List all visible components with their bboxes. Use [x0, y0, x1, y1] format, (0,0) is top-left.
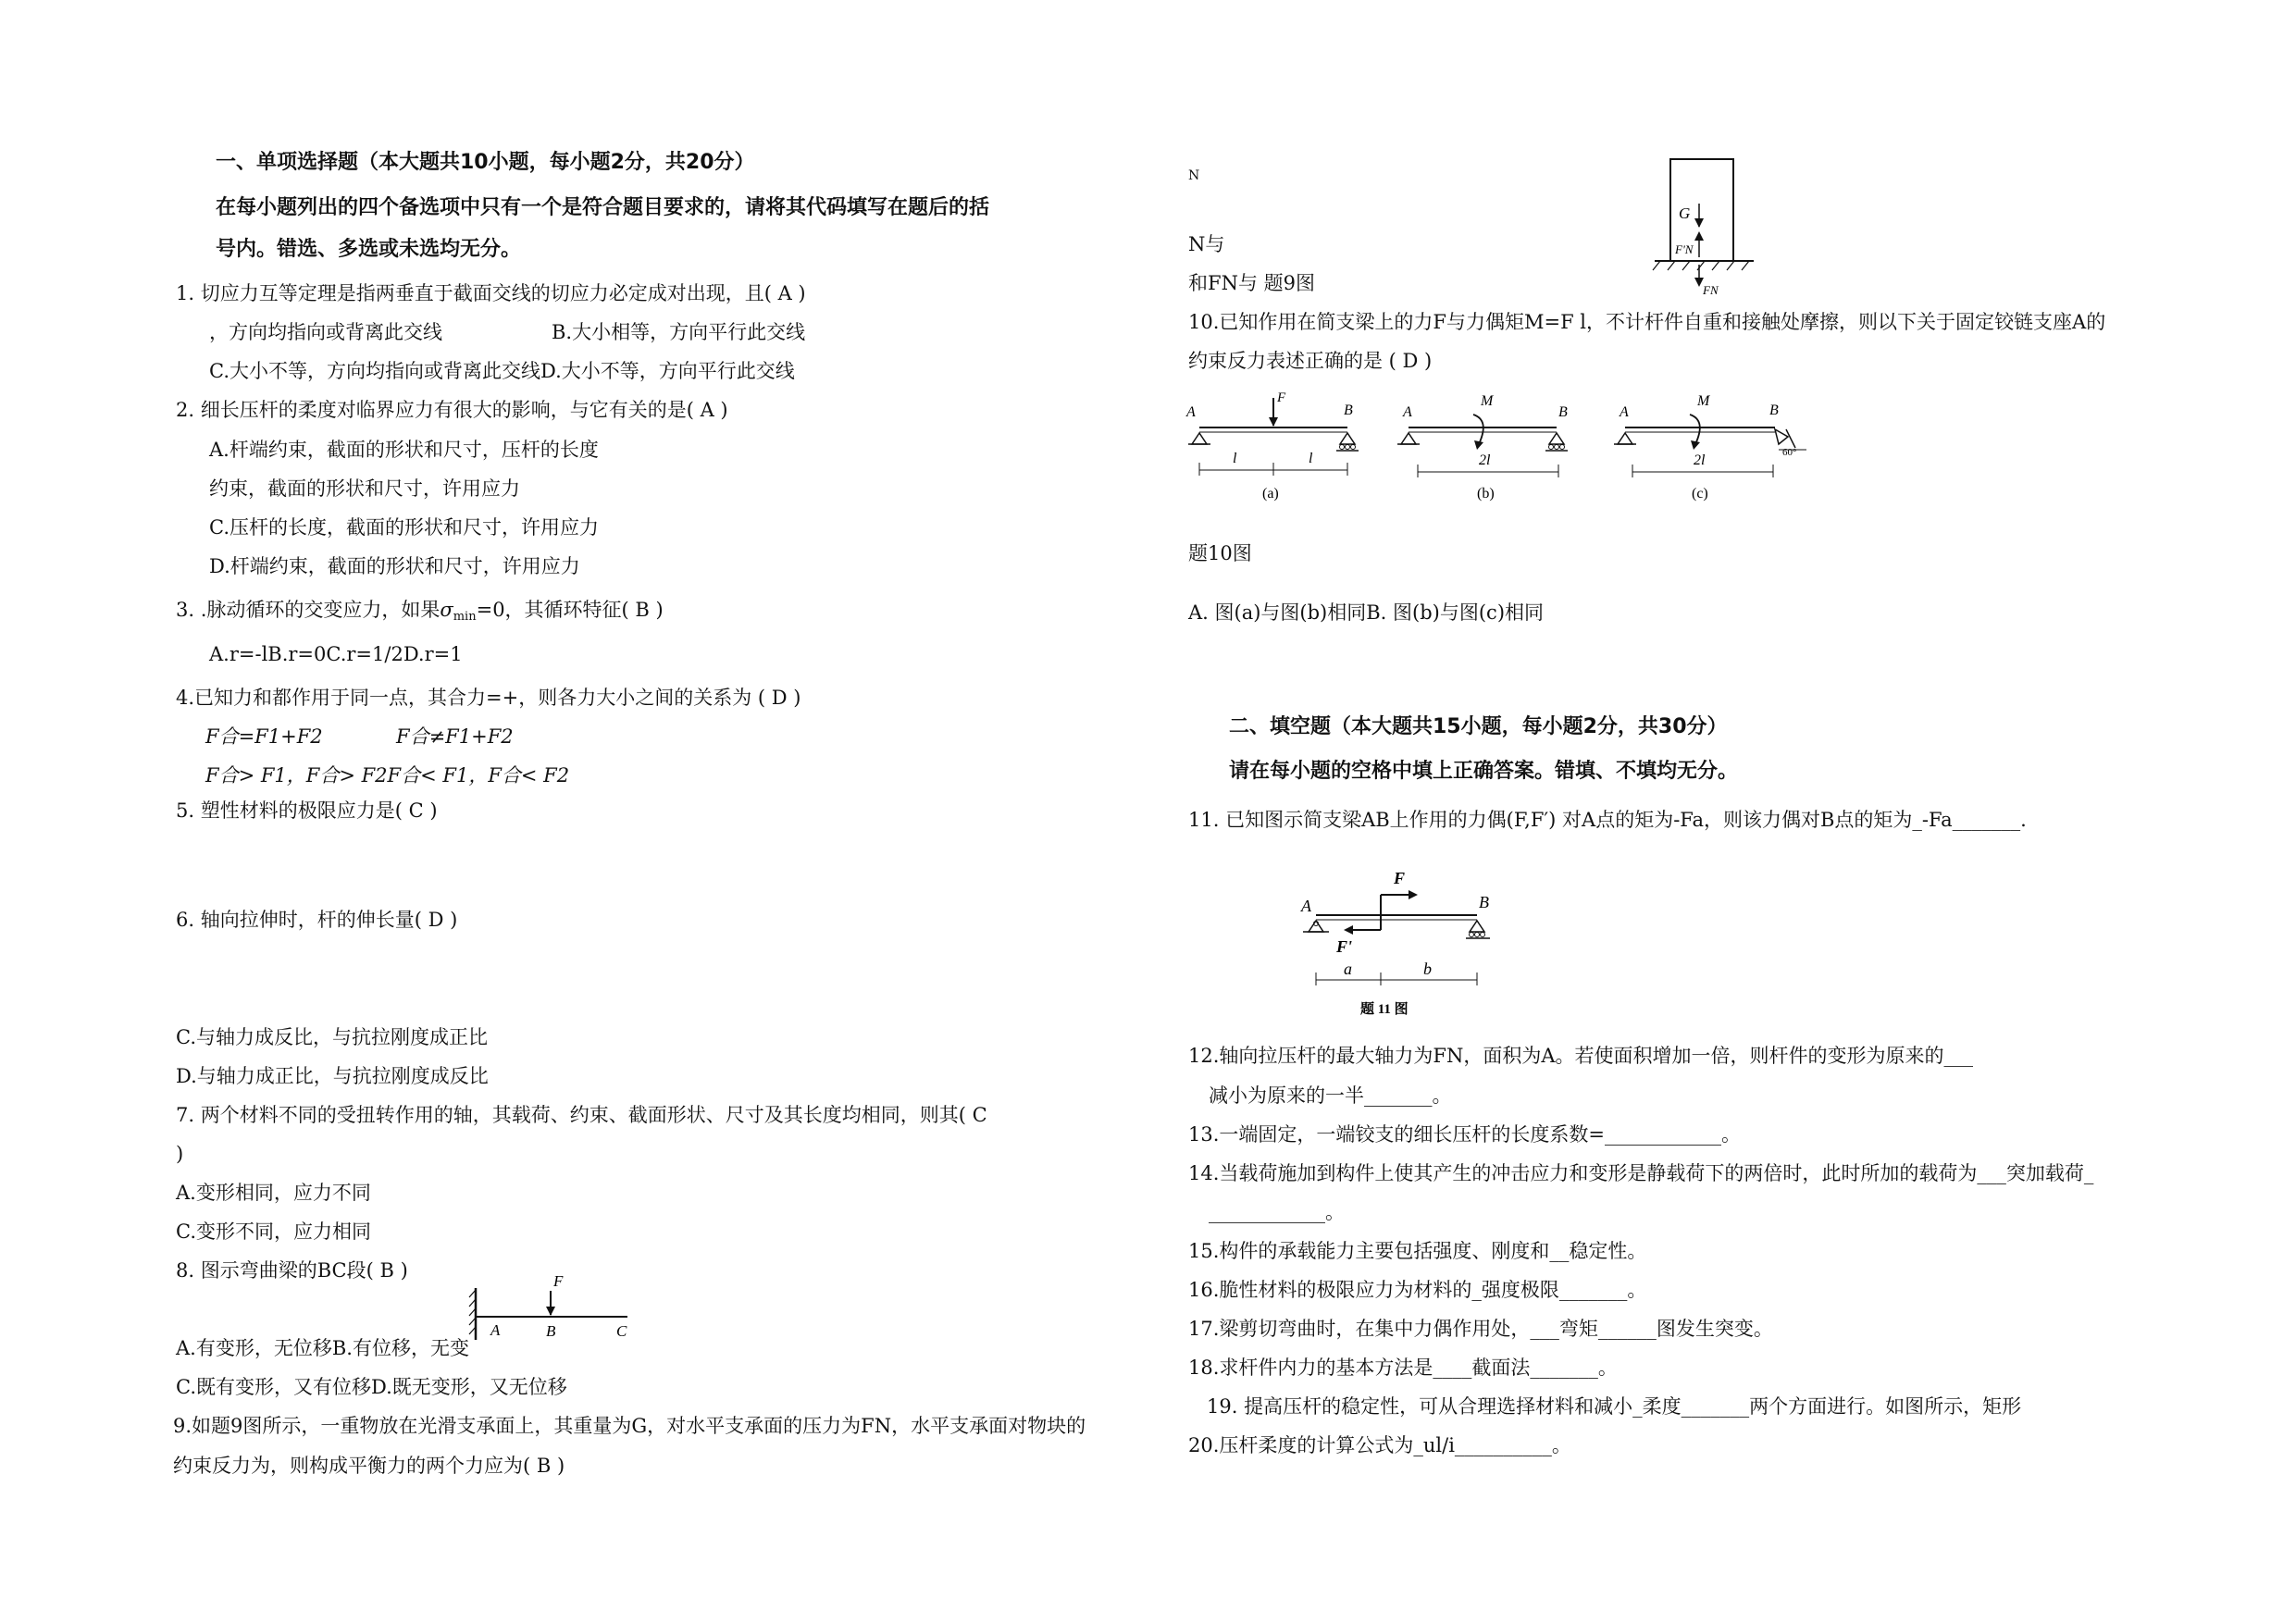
question-1: 1. 切应力互等定理是指两垂直于截面交线的切应力必定成对出现，且( A ) — [176, 282, 806, 304]
fig10b-label-b: B — [1558, 404, 1568, 420]
q3-text: 3. .脉动循环的交变应力，如果 — [176, 599, 441, 621]
fig10c-label-b: B — [1769, 403, 1779, 418]
figure-9-block — [1638, 157, 1777, 296]
q6-option-c: C.与轴力成反比，与抗拉刚度成正比 — [176, 1026, 488, 1048]
fig10a-label-l2: l — [1309, 451, 1313, 466]
fig11-label-b-dim: b — [1423, 960, 1432, 978]
question-18: 18.求杆件内力的基本方法是____截面法_______。 — [1188, 1357, 1618, 1379]
fig10a-label-f: F — [1277, 390, 1286, 405]
fig9-label-g: G — [1679, 204, 1691, 222]
fig11-label-f: F — [1394, 869, 1406, 887]
sigma-symbol: σ — [440, 599, 453, 621]
question-8: 8. 图示弯曲梁的BC段( B ) — [176, 1259, 408, 1282]
question-3 — [176, 597, 664, 630]
question-11: 11. 已知图示简支梁AB上作用的力偶(F,F′) 对A点的矩为-Fa，则该力偶对B点的矩为_-Fa_______. — [1188, 809, 2027, 831]
q2-option-b: 约束，截面的形状和尺寸，许用应力 — [209, 477, 520, 500]
q7-option-c: C.变形不同，应力相同 — [176, 1220, 371, 1243]
question-4: 4.已知力和都作用于同一点，其合力=+，则各力大小之间的关系为 ( D ) — [176, 687, 801, 709]
fig10c-label-angle: 60° — [1782, 447, 1797, 458]
question-9: 9.如题9图所示，一重物放在光滑支承面上，其重量为G，对水平支承面的压力为FN，水平支承面对物块的 — [173, 1415, 1086, 1437]
fig11-label-f-prime: F' — [1336, 937, 1353, 956]
fig10b-caption: (b) — [1477, 486, 1495, 502]
fig8-label-f: F — [553, 1272, 564, 1290]
question-6: 6. 轴向拉伸时，杆的伸长量( D ) — [176, 909, 458, 931]
question-17: 17.梁剪切弯曲时，在集中力偶作用处，___弯矩______图发生突变。 — [1188, 1318, 1773, 1340]
q4-option-a: F合=F1+F2 — [205, 725, 323, 748]
fig11-caption: 题 11 图 — [1360, 1002, 1409, 1017]
question-15: 15.构件的承载能力主要包括强度、刚度和__稳定性。 — [1188, 1240, 1647, 1262]
fig10a-caption: (a) — [1262, 486, 1279, 502]
fig11-label-b: B — [1479, 893, 1489, 911]
question-14-cont: ____________。 — [1209, 1201, 1345, 1223]
question-7-close: ) — [176, 1143, 184, 1165]
section2-title: 二、填空题（本大题共15小题，每小题2分，共30分） — [1229, 715, 1728, 738]
fig10-beam-c — [1614, 393, 1806, 502]
fig11-label-a-dim: a — [1344, 960, 1352, 978]
figure-10-caption: 题10图 — [1188, 542, 1252, 564]
fig10a-label-l1: l — [1233, 451, 1237, 466]
question-19: 19. 提高压杆的稳定性，可从合理选择材料和减小_柔度_______两个方面进行。如图所示，矩形 — [1207, 1395, 2022, 1418]
question-7: 7. 两个材料不同的受扭转作用的轴，其载荷、约束、截面形状、尺寸及其长度均相同，则其( C — [176, 1104, 987, 1126]
section2-instructions: 请在每小题的空格中填上正确答案。错填、不填均无分。 — [1229, 760, 1739, 783]
fig10b-label-2l: 2l — [1479, 452, 1491, 468]
q1-option-b: B.大小相等，方向平行此交线 — [552, 321, 806, 343]
fig8-label-b: B — [546, 1322, 556, 1340]
section1-instructions: 在每小题列出的四个备选项中只有一个是符合题目要求的，请将其代码填写在题后的括 — [216, 196, 990, 219]
fig10c-caption: (c) — [1692, 486, 1708, 502]
fig10b-label-m: M — [1481, 393, 1494, 409]
q7-option-a: A.变形相同，应力不同 — [176, 1182, 371, 1204]
q2-option-a: A.杆端约束，截面的形状和尺寸，压杆的长度 — [209, 439, 599, 461]
fig8-label-c: C — [616, 1322, 627, 1340]
fig10-beam-b — [1397, 393, 1568, 502]
question-2: 2. 细长压杆的柔度对临界应力有很大的影响，与它有关的是( A ) — [176, 399, 728, 421]
q2-option-d: D.杆端约束，截面的形状和尺寸，许用应力 — [209, 555, 580, 577]
q8-options-ab: A.有变形，无位移B.有位移，无变 — [176, 1337, 469, 1359]
question-10-cont: 约束反力表述正确的是 ( D ) — [1188, 350, 1433, 372]
fig10c-label-2l: 2l — [1694, 452, 1706, 468]
fig10a-label-b: B — [1344, 403, 1353, 418]
question-20: 20.压杆柔度的计算公式为_ul/i__________。 — [1188, 1434, 1571, 1456]
fig9-label-fn-prime: F'N — [1675, 242, 1694, 256]
question-14: 14.当载荷施加到构件上使其产生的冲击应力和变形是静载荷下的两倍时，此时所加的载荷为___突加载荷_ — [1188, 1162, 2094, 1184]
section1-instructions-cont: 号内。错选、多选或未选均无分。 — [216, 238, 522, 261]
question-12-cont: 减小为原来的一半_______。 — [1209, 1084, 1452, 1107]
section1-title: 一、单项选择题（本大题共10小题，每小题2分，共20分） — [216, 151, 755, 174]
q10-options: A. 图(a)与图(b)相同B. 图(b)与图(c)相同 — [1188, 601, 1545, 624]
fragment-n: N — [1188, 168, 1200, 183]
fig9-label-fn: FN — [1703, 283, 1719, 297]
figure-11-beam — [1296, 856, 1536, 1022]
figure-8-beam — [463, 1272, 639, 1340]
q2-option-c: C.压杆的长度，截面的形状和尺寸，许用应力 — [209, 516, 599, 539]
fig10c-label-a: A — [1620, 404, 1629, 420]
q1-option-a: ，方向均指向或背离此交线 — [209, 321, 442, 343]
sigma-subscript: min — [453, 610, 477, 624]
fig10-beam-a — [1185, 390, 1359, 502]
fig10c-label-m: M — [1697, 393, 1710, 409]
q3-options: A.r=-lB.r=0C.r=1/2D.r=1 — [209, 643, 463, 665]
question-16: 16.脆性材料的极限应力为材料的_强度极限_______。 — [1188, 1279, 1647, 1301]
question-10: 10.已知作用在简支梁上的力F与力偶矩M=F l，不计杆件自重和接触处摩擦，则以下关于固定铰链支座A的 — [1188, 311, 2106, 333]
question-9-cont: 约束反力为，则构成平衡力的两个力应为( B ) — [173, 1455, 565, 1477]
q8-options-cd: C.既有变形，又有位移D.既无变形，又无位移 — [176, 1376, 567, 1398]
q4-option-b: F合≠F1+F2 — [396, 725, 514, 748]
question-12: 12.轴向拉压杆的最大轴力为FN，面积为A。若使面积增加一倍，则杆件的变形为原来的___ — [1188, 1045, 1974, 1067]
fig8-label-a: A — [490, 1321, 501, 1339]
q4-options-cd: F合> F1，F合> F2F合< F1，F合< F2 — [205, 764, 570, 787]
question-5: 5. 塑性材料的极限应力是( C ) — [176, 799, 438, 822]
q1-options-cd: C.大小不等，方向均指向或背离此交线D.大小不等，方向平行此交线 — [209, 360, 795, 382]
fragment-n-with: N与 — [1188, 233, 1225, 255]
question-13: 13.一端固定，一端铰支的细长压杆的长度系数=____________。 — [1188, 1123, 1741, 1146]
fig10b-label-a: A — [1403, 404, 1412, 420]
fig10a-label-a: A — [1186, 404, 1196, 420]
figure-10-beams — [1185, 389, 1814, 518]
fragment-fn-fig9: 和FN与 题9图 — [1188, 272, 1315, 294]
q6-option-d: D.与轴力成正比，与抗拉刚度成反比 — [176, 1065, 489, 1087]
q3-text-end: =0，其循环特征( B ) — [476, 599, 664, 621]
fig11-label-a: A — [1301, 897, 1311, 915]
